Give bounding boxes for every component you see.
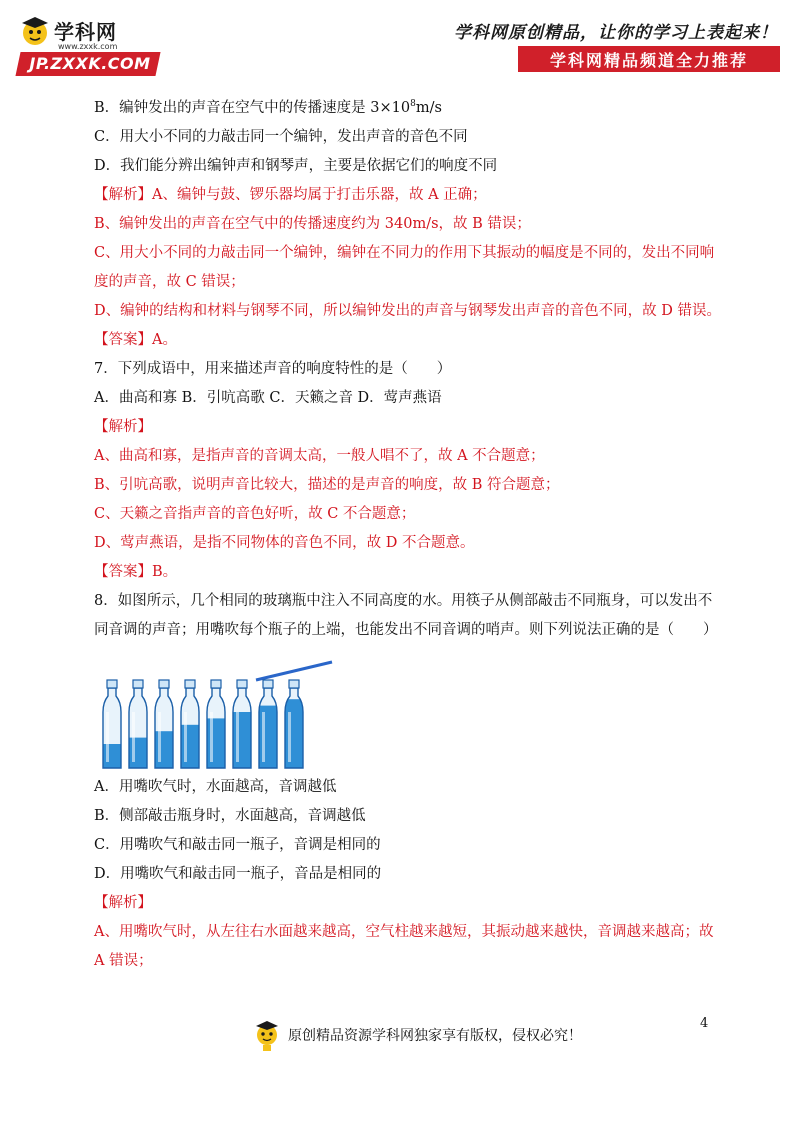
analysis-line: 度的声音，故 C 错误； [94, 274, 245, 290]
page-header [0, 0, 800, 80]
water-fill [259, 706, 277, 768]
copyright-notice: 原创精品资源学科网独家享有版权，侵权必究！ [288, 1028, 582, 1044]
glass-bottles-figure [100, 660, 340, 772]
glass-bottle [233, 680, 251, 768]
options-q7: A．曲高和寡 B．引吭高歌 C．天籁之音 D．莺声燕语 [94, 390, 442, 406]
analysis-line: A、曲高和寡，是指声音的音调太高，一般人唱不了，故 A 不合题意； [94, 448, 545, 464]
question-7: 7．下列成语中，用来描述声音的响度特性的是（ ） [94, 361, 452, 377]
glass-bottle [259, 680, 277, 768]
answer-line: 【答案】A。 [94, 332, 177, 348]
option-b-q8: B．侧部敲击瓶身时，水面越高，音调越低 [94, 808, 366, 824]
water-fill [155, 731, 173, 768]
document-body [94, 94, 721, 976]
logo-url: JP.ZXXK.COM [29, 54, 151, 73]
option-c-q8: C．用嘴吹气和敲击同一瓶子，音调是相同的 [94, 837, 381, 853]
analysis-line: C、用大小不同的力敲击同一个编钟，编钟在不同力的作用下其振动的幅度是不同的，发出不同响 [94, 245, 715, 261]
header-slogan: 学科网原创精品，让你的学习上表起来！ [454, 23, 778, 43]
question-8: 8．如图所示，几个相同的玻璃瓶中注入不同高度的水。用筷子从侧部敲击不同瓶身，可以发出不 [94, 593, 713, 609]
glass-bottle [181, 680, 199, 768]
analysis-line: A、用嘴吹气时，从左往右水面越来越高，空气柱越来越短，其振动越来越快，音调越来越高；故 [94, 924, 714, 940]
site-logo[interactable] [18, 14, 168, 76]
water-fill [129, 738, 147, 768]
analysis-line: B、编钟发出的声音在空气中的传播速度约为 340m/s，故 B 错误； [94, 216, 531, 232]
glass-bottle [285, 680, 303, 768]
glass-bottle [103, 680, 121, 768]
option-a-q8: A．用嘴吹气时，水面越高，音调越低 [94, 779, 337, 795]
analysis-line: D、莺声燕语，是指不同物体的音色不同，故 D 不合题意。 [94, 535, 475, 551]
logo-subtitle: www.zxxk.com [58, 42, 118, 51]
water-fill [103, 744, 121, 768]
water-fill [233, 712, 251, 768]
answer-line: 【答案】B。 [94, 564, 178, 580]
unit-text: m/s [415, 100, 442, 116]
analysis-line: D、编钟的结构和材料与钢琴不同，所以编钟发出的声音与钢琴发出声音的音色不同，故 D 错误。 [94, 303, 721, 319]
glass-bottle [155, 680, 173, 768]
exponent: 8 [410, 99, 416, 110]
water-fill [285, 699, 303, 768]
analysis-line: C、天籁之音指声音的音色好听，故 C 不合题意； [94, 506, 416, 522]
chopstick [256, 662, 332, 680]
analysis-heading: 【解析】 [94, 895, 152, 911]
water-fill [181, 725, 199, 768]
glass-bottle [129, 680, 147, 768]
mascot-icon [18, 14, 52, 48]
glass-bottle [207, 680, 225, 768]
page-number: 4 [700, 1016, 709, 1031]
header-banner-text: 学科网精品频道全力推荐 [549, 51, 748, 70]
logo-title: 学科网 [54, 20, 117, 44]
water-fill [207, 718, 225, 768]
option-d-q6: D．我们能分辨出编钟声和钢琴声，主要是依据它们的响度不同 [94, 158, 498, 174]
analysis-line: B、引吭高歌，说明声音比较大，描述的是声音的响度，故 B 符合题意； [94, 477, 560, 493]
option-text: B．编钟发出的声音在空气中的传播速度是 3×10 [94, 100, 411, 116]
analysis-line: A 错误； [94, 953, 153, 969]
analysis-line: 【解析】A、编钟与鼓、锣乐器均属于打击乐器，故 A 正确； [94, 187, 487, 203]
question-8-cont: 同音调的声音；用嘴吹每个瓶子的上端，也能发出不同音调的哨声。则下列说法正确的是（ ） [94, 622, 718, 638]
option-d-q8: D．用嘴吹气和敲击同一瓶子，音品是相同的 [94, 866, 382, 882]
mascot-icon [252, 1018, 282, 1052]
option-c-q6: C．用大小不同的力敲击同一个编钟，发出声音的音色不同 [94, 129, 468, 145]
option-b-q6 [94, 94, 714, 123]
analysis-heading: 【解析】 [94, 419, 152, 435]
